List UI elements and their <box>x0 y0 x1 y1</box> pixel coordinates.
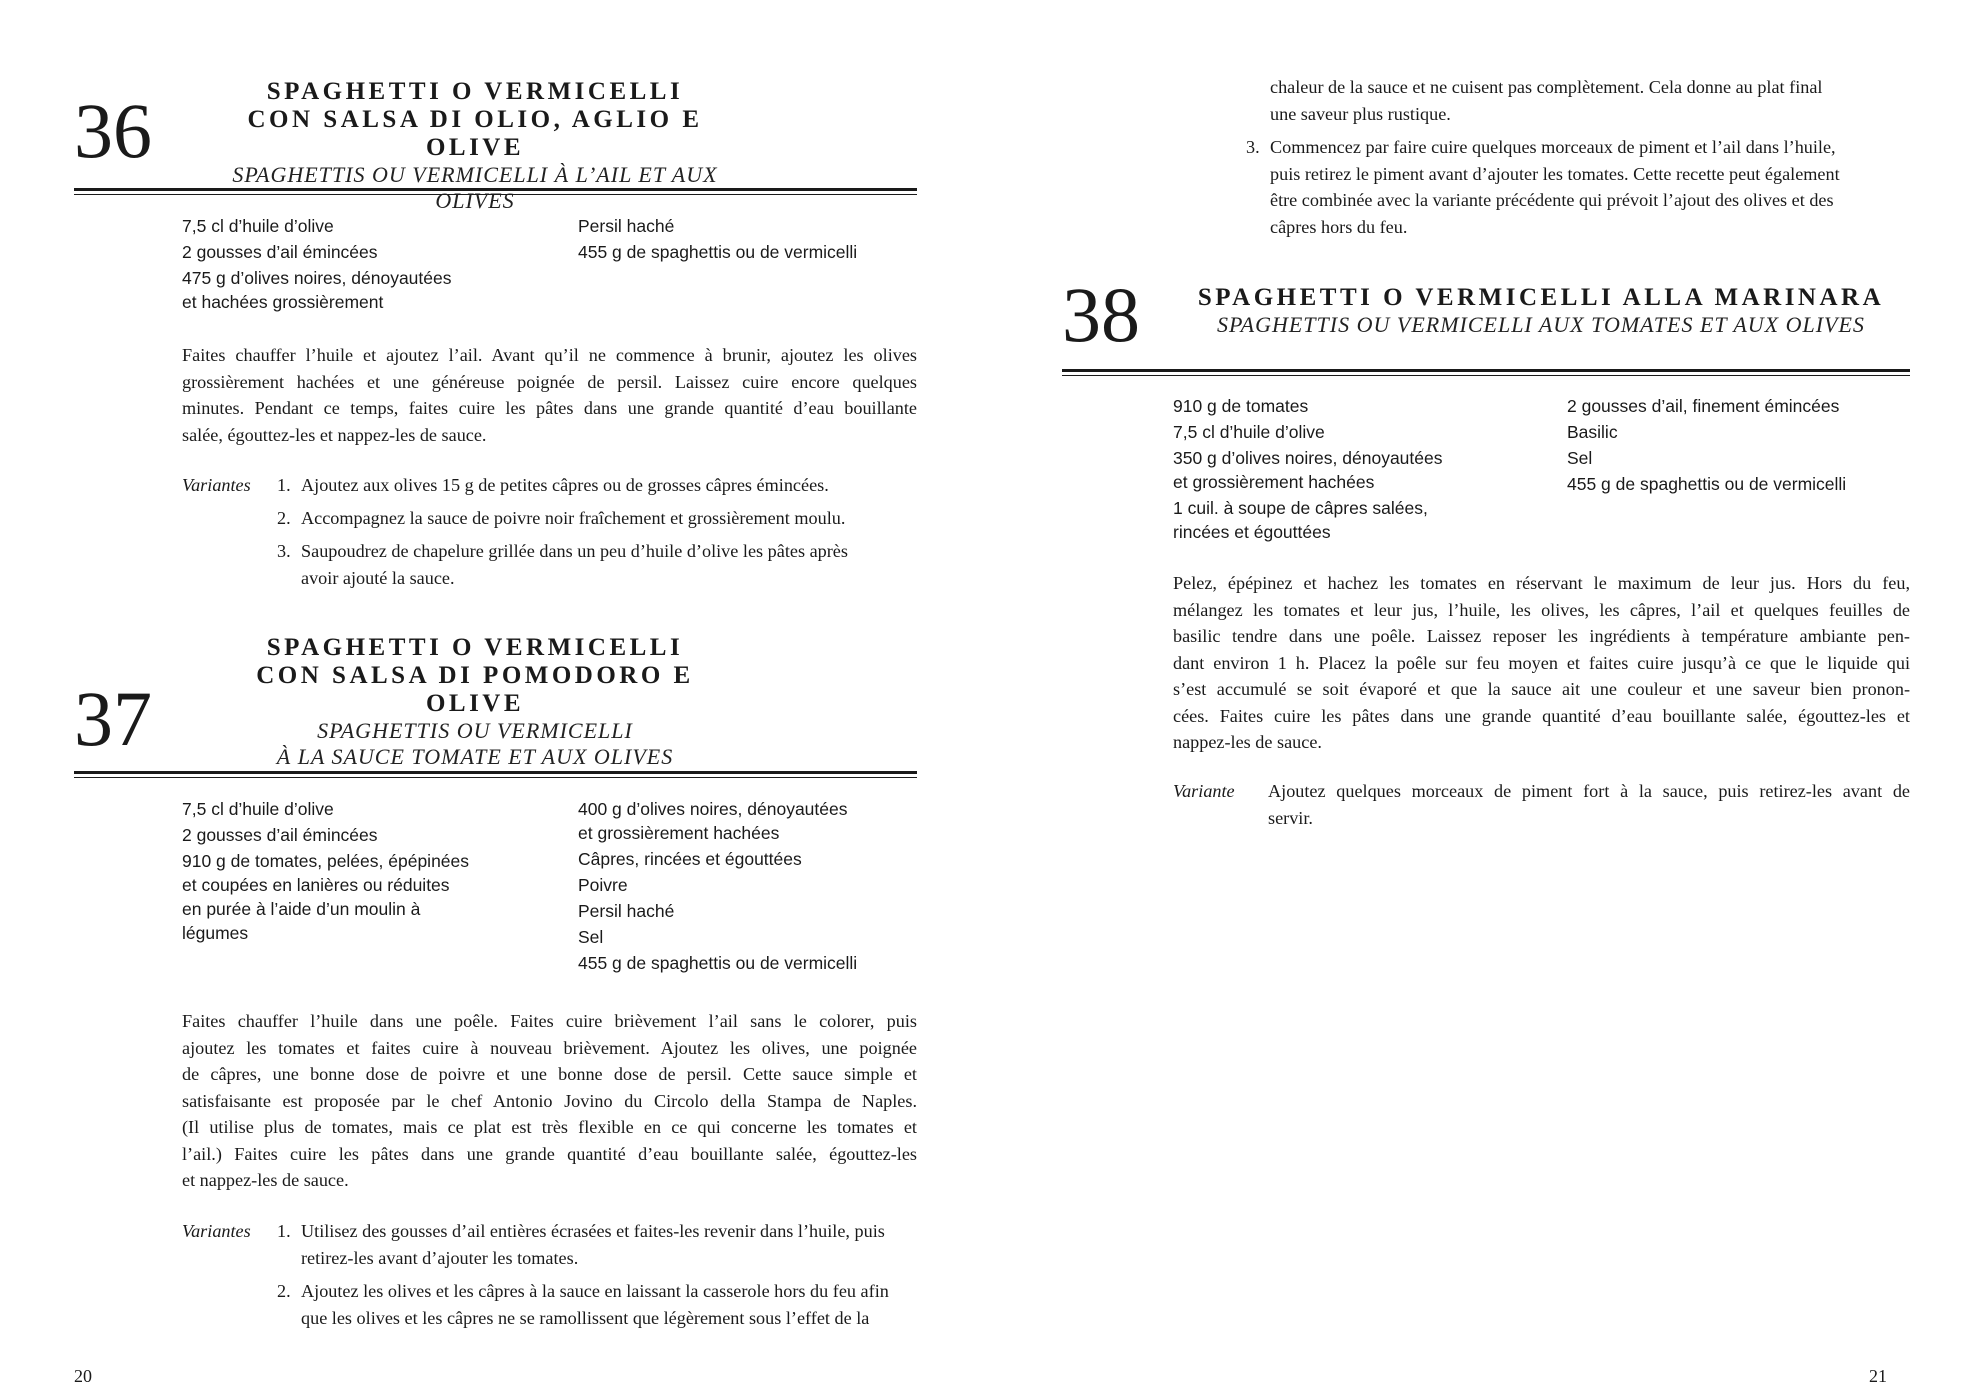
variant-number: 2. <box>277 1281 291 1301</box>
method-line: Faites chauffer l’huile dans une poêle. Faites cuire brièvement l’ail sans le colorer, puis <box>182 1011 917 1031</box>
ingredient <box>182 214 562 238</box>
ingredient-line: Poivre <box>578 875 628 895</box>
variant-line: puis retirez le piment avant d’ajouter les tomates. Cette recette peut également <box>1270 163 1840 184</box>
ingredient <box>1567 446 1927 470</box>
method-paragraph <box>1173 570 1910 756</box>
variant-item <box>277 505 917 532</box>
ingredient-line: 2 gousses d’ail, finement émincées <box>1567 396 1840 416</box>
method-line: de câpres, une bonne dose de poivre et une bonne dose de persil. Cette sauce simple et <box>182 1064 917 1084</box>
title-rule <box>1062 369 1910 372</box>
method-paragraph <box>182 1008 917 1194</box>
recipe-number: 37 <box>74 675 152 762</box>
ingredient-line: 2 gousses d’ail émincées <box>182 825 378 845</box>
method-line: s’est accumulé se soit évaporé et que la sauce ait une couleur et une saveur bien pronon- <box>1173 679 1910 699</box>
ingredient <box>578 873 918 897</box>
variant-continuation <box>1270 74 1910 128</box>
ingredient <box>182 266 562 314</box>
ingredients-column-left <box>182 214 562 316</box>
title-french-line: SPAGHETTIS OU VERMICELLI À L’AIL ET AUX OLIVES <box>232 162 718 213</box>
recipe-number: 38 <box>1062 271 1140 358</box>
ingredient-line: 455 g de spaghettis ou de vermicelli <box>1567 474 1847 494</box>
page-number: 20 <box>74 1366 92 1386</box>
title-italian-line: SPAGHETTI O VERMICELLI <box>266 78 684 105</box>
variant-item <box>277 538 917 592</box>
method-line: ajoutez les tomates et faites cuire à nouveau brièvement. Ajoutez les olives, une poignée <box>182 1037 917 1058</box>
ingredient <box>182 823 562 847</box>
ingredient <box>1567 472 1927 496</box>
variant-number: 3. <box>1246 137 1260 157</box>
variant-number: 1. <box>277 1221 291 1241</box>
ingredient-line: 7,5 cl d’huile d’olive <box>1173 422 1325 442</box>
ingredient-line: Sel <box>1567 448 1593 468</box>
variant-number: 3. <box>277 541 291 561</box>
ingredient-line: rincées et égouttées <box>1173 522 1331 542</box>
ingredient-line: 475 g d’olives noires, dénoyautées <box>182 268 452 288</box>
ingredient <box>1173 394 1553 418</box>
variants-label: Variantes <box>182 1221 251 1241</box>
recipe-number: 36 <box>74 87 152 174</box>
variant-item <box>277 1218 917 1272</box>
method-line: Faites chauffer l’huile et ajoutez l’ail. Avant qu’il ne commence à brunir, ajoutez les olives <box>182 345 917 365</box>
ingredients-column-left <box>182 797 562 947</box>
recipe-title <box>1191 284 1891 338</box>
page-number: 21 <box>1869 1366 1887 1386</box>
ingredient-line: 7,5 cl d’huile d’olive <box>182 799 334 819</box>
method-line: (Il utilise plus de tomates, mais ce plat est très flexible en ce qui concerne les tomates et <box>182 1117 917 1137</box>
variant-line: chaleur de la sauce et ne cuisent pas complètement. Cela donne au plat final <box>1270 77 1823 97</box>
variant-item <box>277 1278 917 1332</box>
ingredient-line: 910 g de tomates, pelées, épépinées <box>182 851 470 871</box>
ingredient <box>578 240 918 264</box>
ingredient <box>578 925 918 949</box>
title-french-line: À LA SAUCE TOMATE ET AUX OLIVES <box>276 744 674 769</box>
title-italian-line: SPAGHETTI O VERMICELLI ALLA MARINARA <box>1197 284 1885 311</box>
ingredient-line: Persil haché <box>578 901 675 921</box>
method-line: Pelez, épépinez et hachez les tomates en réservant le maximum de leur jus. Hors du feu, <box>1173 573 1910 593</box>
recipe-title <box>230 634 720 770</box>
variant-line: Ajoutez les olives et les câpres à la sauce en laissant la casserole hors du feu afin <box>301 1281 889 1301</box>
variant-line: Ajoutez aux olives 15 g de petites câpres ou de grosses câpres émincées. <box>301 475 829 495</box>
variant-item <box>1246 134 1910 242</box>
ingredient <box>578 797 918 845</box>
ingredient <box>182 797 562 821</box>
variant-line: Commencez par faire cuire quelques morceaux de piment et l’ail dans l’huile, <box>1270 137 1836 157</box>
ingredient-line: Persil haché <box>578 216 675 236</box>
variant-line: avoir ajouté la sauce. <box>301 567 455 588</box>
ingredient <box>578 951 918 975</box>
method-line: basilic tendre dans une poêle. Laissez reposer les ingrédients à température ambiante pen- <box>1173 626 1910 646</box>
variant-line: retirez-les avant d’ajouter les tomates. <box>301 1247 579 1268</box>
method-line: mélangez les tomates et leur jus, l’huile, les olives, les câpres, l’ail et quelques feuilles de <box>1173 599 1910 620</box>
ingredient <box>1567 420 1927 444</box>
variant-line: être combinée avec la variante précédente qui prévoit l’ajout des olives et des <box>1270 190 1834 210</box>
variant-line: une saveur plus rustique. <box>1270 103 1451 124</box>
ingredient-line: Basilic <box>1567 422 1618 442</box>
ingredient-line: Sel <box>578 927 604 947</box>
variant-line: Utilisez des gousses d’ail entières écrasées et faites-les revenir dans l’huile, puis <box>301 1221 885 1241</box>
title-italian-line: SPAGHETTI O VERMICELLI <box>266 634 684 661</box>
title-italian-line: CON SALSA DI POMODORO E OLIVE <box>256 662 694 717</box>
ingredients-column-right <box>578 214 918 266</box>
ingredient-line: légumes <box>182 923 249 943</box>
ingredients-column-left <box>1173 394 1553 546</box>
variant-line: câpres hors du feu. <box>1270 216 1408 237</box>
variant-text <box>1268 778 1910 831</box>
ingredient <box>1567 394 1927 418</box>
ingredient-line: en purée à l’aide d’un moulin à <box>182 899 421 919</box>
method-line: satisfaisante est proposée par le chef Antonio Jovino du Circolo della Stampa de Naples. <box>182 1090 917 1111</box>
variants-label: Variantes <box>182 475 251 495</box>
variant-number: 1. <box>277 475 291 495</box>
variant-line: que les olives et les câpres ne se ramollissent que légèrement sous l’effet de la <box>301 1307 870 1328</box>
ingredient-line: 400 g d’olives noires, dénoyautées <box>578 799 848 819</box>
method-line: l’ail.) Faites cuire les pâtes dans une grande quantité d’eau bouillante salée, égouttez-les <box>182 1143 917 1164</box>
method-line: minutes. Pendant ce temps, faites cuire les pâtes dans une grande quantité d’eau bouillante <box>182 398 917 418</box>
title-french-line: SPAGHETTIS OU VERMICELLI AUX TOMATES ET AUX OLIVES <box>1217 312 1865 337</box>
ingredients-column-right <box>1567 394 1927 498</box>
variant-line: Ajoutez quelques morceaux de piment fort à la sauce, puis retirez-les avant de <box>1268 781 1910 801</box>
variant-number: 2. <box>277 508 291 528</box>
ingredient-line: 1 cuil. à soupe de câpres salées, <box>1173 498 1428 518</box>
ingredient-line: Câpres, rincées et égouttées <box>578 849 802 869</box>
ingredient-line: et grossièrement hachées <box>1173 472 1375 492</box>
title-rule <box>74 771 917 774</box>
ingredient <box>578 847 918 871</box>
ingredient-line: 350 g d’olives noires, dénoyautées <box>1173 448 1443 468</box>
ingredient-line: 455 g de spaghettis ou de vermicelli <box>578 242 858 262</box>
ingredient-line: et coupées en lanières ou réduites <box>182 875 450 895</box>
ingredient <box>578 899 918 923</box>
ingredient <box>1173 446 1553 494</box>
variant-line: Saupoudrez de chapelure grillée dans un peu d’huile d’olive les pâtes après <box>301 541 848 561</box>
method-line: et nappez-les de sauce. <box>182 1170 349 1190</box>
ingredient <box>1173 420 1553 444</box>
ingredient <box>578 214 918 238</box>
ingredient-line: et hachées grossièrement <box>182 292 384 312</box>
variant-label: Variante <box>1173 781 1235 801</box>
method-line: dant environ 1 h. Placez la poêle sur feu moyen et faites cuire jusqu’à ce que le liquide qui <box>1173 652 1910 673</box>
title-french-line: SPAGHETTIS OU VERMICELLI <box>317 718 633 743</box>
ingredient-line: 455 g de spaghettis ou de vermicelli <box>578 953 858 973</box>
method-line: nappez-les de sauce. <box>1173 732 1322 752</box>
ingredient <box>182 240 562 264</box>
method-line: salée, égouttez-les et nappez-les de sauce. <box>182 424 487 445</box>
ingredient-line: 2 gousses d’ail émincées <box>182 242 378 262</box>
method-line: cées. Faites cuire les pâtes dans une grande quantité d’eau bouillante salée, égouttez-les et <box>1173 705 1910 726</box>
right-page <box>981 0 1962 1400</box>
ingredient-line: 7,5 cl d’huile d’olive <box>182 216 334 236</box>
ingredient <box>182 849 562 945</box>
ingredient-line: et grossièrement hachées <box>578 823 780 843</box>
ingredient-line: 910 g de tomates <box>1173 396 1309 416</box>
method-paragraph <box>182 342 917 448</box>
method-line: grossièrement hachées et une généreuse poignée de persil. Laissez cuire encore quelques <box>182 371 917 392</box>
variant-line: Accompagnez la sauce de poivre noir fraîchement et grossièrement moulu. <box>301 508 846 528</box>
variant-item <box>277 472 917 499</box>
title-italian-line: CON SALSA DI OLIO, AGLIO E OLIVE <box>247 106 703 161</box>
ingredient <box>1173 496 1553 544</box>
ingredients-column-right <box>578 797 918 977</box>
title-rule <box>74 188 917 191</box>
variant-line: servir. <box>1268 807 1313 828</box>
